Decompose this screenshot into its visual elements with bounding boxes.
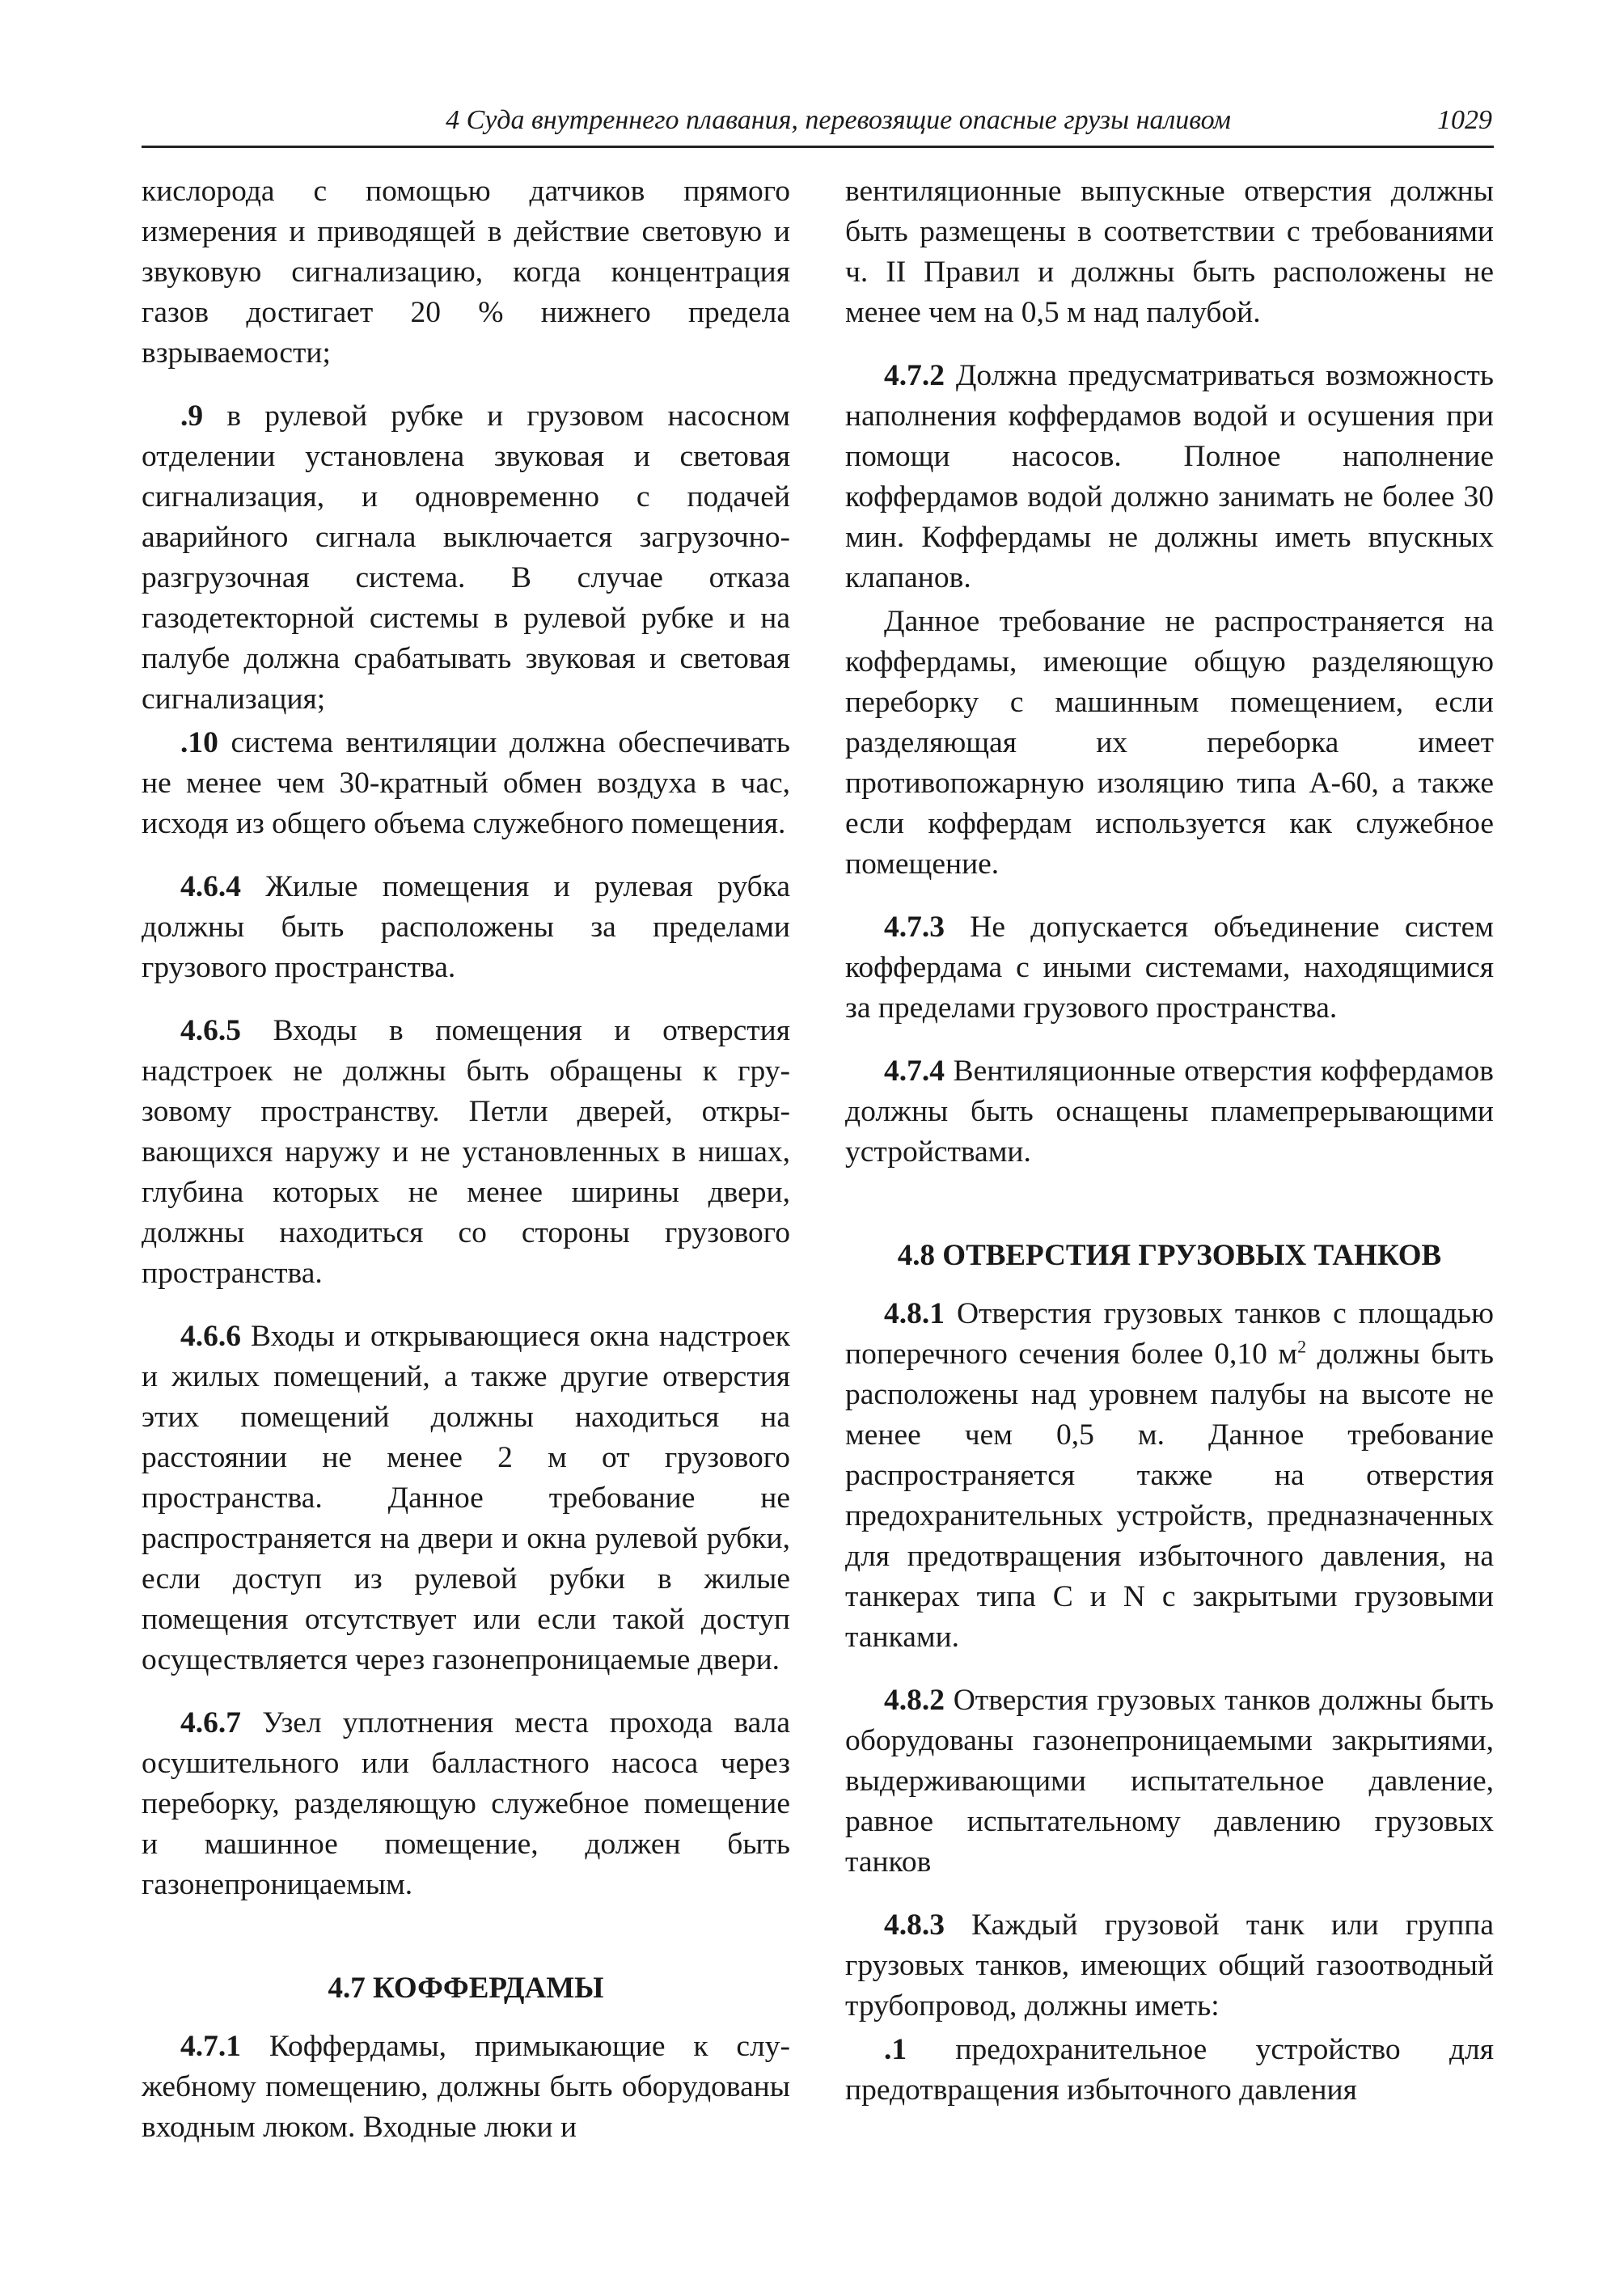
page-number: 1029 — [1437, 105, 1492, 135]
clause-4-7-4 — [845, 1051, 1494, 1173]
clause-text: должны быть расположены над уровнем палубы на высоте не менее чем 0,5 м. Данное требование распространяется также на отверстия предохранительных устройств, предназначенных для предотвращения избыточного давления, на танкерах типа С и N с закрытыми грузовыми танками. — [845, 1338, 1494, 1654]
clause-text: Каждый грузовой танк или группа грузовых танков, имеющих общий газоотводный трубопровод, должны иметь: — [845, 1908, 1494, 2023]
item-number: .1 — [884, 2033, 907, 2066]
clause-4-6-6 — [142, 1317, 790, 1680]
paragraph-continuation: кислорода с помощью датчиков прямого измерения и приводящей в действие световую и звуковую сигнализацию, когда концентрация газов достигает 20 % нижнего предела взрываемости; — [142, 175, 790, 370]
clause-number: 4.7.3 — [884, 911, 945, 944]
superscript: 2 — [1297, 1336, 1307, 1357]
list-item-10 — [142, 723, 790, 844]
clause-4-6-4 — [142, 867, 790, 988]
list-item-9 — [142, 396, 790, 720]
section-heading-4-8: 4.8 ОТВЕРСТИЯ ГРУЗОВЫХ ТАНКОВ — [897, 1239, 1442, 1272]
clause-text: Узел уплотнения места прохода вала осушительного или балластного насоса через переборку, разделяющую служебное помещение и машинное помещение, должен быть газонепроницаемым. — [142, 1706, 790, 1901]
item-text: в рулевой рубке и грузовом насосном отделении установлена звуковая и световая сигнализация, и одновременно с подачей аварийного сигнала выключается загрузочно-разгрузочная система. В случае отказа газодетекторной системы в рулевой рубке и на палубе должна срабатывать звуковая и световая сигнализация; — [142, 399, 790, 716]
clause-text: Входы в помещения и отверстия надстроек не должны быть обращены к грузовому пространству. Петли дверей, открывающихся наружу и не установленных в нишах, глубина которых не менее ширины двери, должны находиться со стороны грузового пространства. — [142, 1014, 790, 1290]
clause-number: 4.6.6 — [180, 1320, 241, 1353]
clause-number: 4.8.2 — [884, 1684, 945, 1717]
clause-text: Вентиляционные отверстия коффердамов должны быть оснащены пламепрерывающими устройствами. — [845, 1055, 1494, 1169]
right-column — [845, 171, 1494, 2133]
clause-number: 4.8.1 — [884, 1297, 945, 1330]
clause-4-7-2-second-paragraph: Данное требование не распространяется на коффердамы, имеющие общую разделяющую переборку с машинным помещением, если разделяющая их переборка имеет противопожарную изоляцию типа А-60, а также если коффердам используется как служебное помещение. — [845, 605, 1494, 881]
clause-number: 4.7.4 — [884, 1055, 945, 1088]
clause-4-8-2 — [845, 1680, 1494, 1883]
paragraph-continuation: вентиляционные выпускные отверстия должны быть размещены в соответствии с требованиями ч. II Правил и должны быть расположены не менее чем на 0,5 м над палубой. — [845, 175, 1494, 329]
running-header — [142, 104, 1494, 148]
clause-number: 4.6.7 — [180, 1706, 241, 1739]
clause-text: Не допускается объединение систем коффердама с иными системами, находящимися за пределами грузового пространства. — [845, 911, 1494, 1025]
section-heading-4-7: 4.7 КОФФЕРДАМЫ — [328, 1972, 604, 2005]
item-number: .9 — [180, 399, 204, 433]
item-number: .10 — [180, 726, 218, 759]
clause-text: Отверстия грузовых танков должны быть оборудованы газонепроницаемыми закрытиями, выдерживающими испытательное давление, равное испытательному давлению грузовых танков — [845, 1684, 1494, 1879]
clause-text: Отверстия грузовых танков с площадью поперечного сечения более 0,10 м — [845, 1297, 1494, 1371]
clause-number: 4.7.2 — [884, 359, 945, 392]
clause-text: Должна предусматриваться возможность наполнения коффердамов водой и осушения при помощи насосов. Полное наполнение коффердамов водой должно занимать не более 30 мин. Коффердамы не должны иметь впускных клапанов. — [845, 359, 1494, 594]
item-text: система вентиляции должна обеспечивать не менее чем 30-кратный обмен воздуха в час, исходя из общего объема служебного помещения. — [142, 726, 790, 840]
clause-number: 4.6.5 — [180, 1014, 241, 1047]
clause-text: Жилые помещения и рулевая рубка должны быть расположены за пределами грузового пространства. — [142, 870, 790, 984]
item-text: предохранительное устройство для предотвращения избыточного давления — [845, 2033, 1494, 2107]
clause-4-7-1 — [142, 2027, 790, 2148]
clause-number: 4.6.4 — [180, 870, 241, 903]
header-title: 4 Суда внутреннего плавания, перевозящие опасные грузы наливом — [446, 105, 1231, 135]
clause-text: Коффердамы, примыкающие к служебному помещению, должны быть оборудованы входным люком. Входные люки и — [142, 2030, 790, 2144]
clause-number: 4.7.1 — [180, 2030, 241, 2063]
clause-4-7-2 — [845, 356, 1494, 598]
left-column — [142, 171, 790, 2171]
clause-text: Входы и открывающиеся окна надстроек и жилых помещений, а также другие отверстия этих помещений должны находиться на расстоянии не менее 2 м от грузового пространства. Данное требование не распространяется на двери и окна рулевой рубки, если доступ из рулевой рубки в жилые помещения отсутствует или если такой доступ осуществляется через газонепроницаемые двери. — [142, 1320, 790, 1676]
clause-number: 4.8.3 — [884, 1908, 945, 1942]
clause-4-7-3 — [845, 907, 1494, 1029]
clause-4-6-5 — [142, 1011, 790, 1294]
clause-4-8-1 — [845, 1294, 1494, 1658]
clause-4-8-3 — [845, 1905, 1494, 2027]
list-item-1 — [845, 2030, 1494, 2111]
clause-4-6-7 — [142, 1703, 790, 1905]
